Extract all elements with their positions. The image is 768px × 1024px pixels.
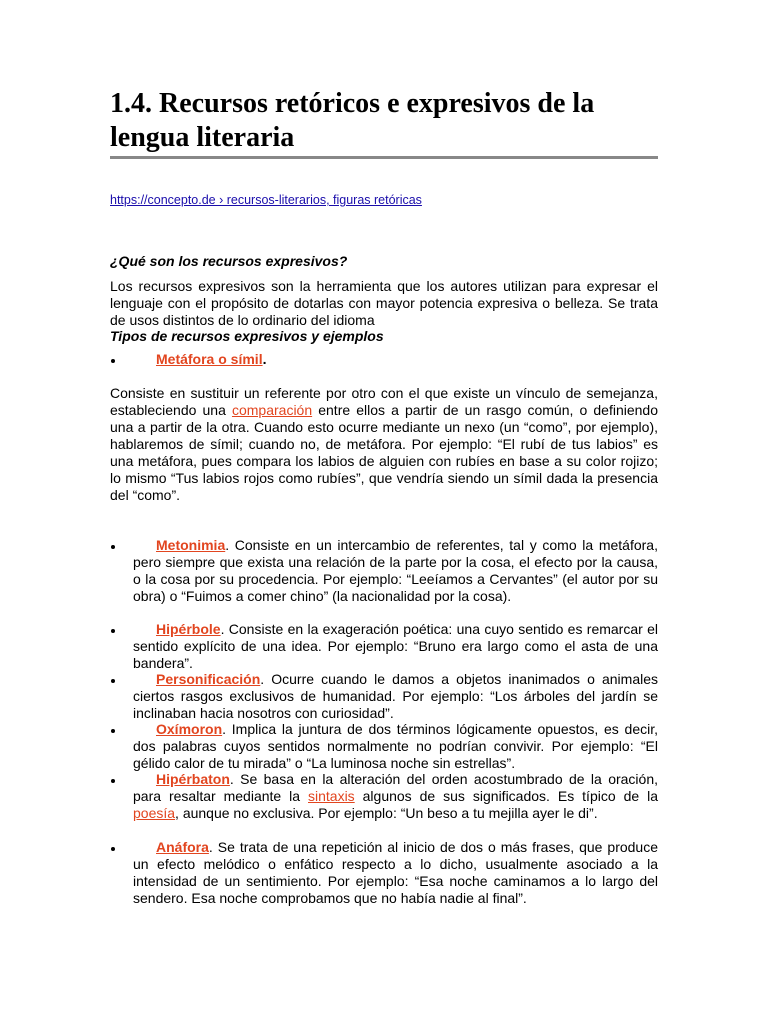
- term-hiperbole[interactable]: Hipérbole: [156, 621, 221, 637]
- link-sintaxis[interactable]: sintaxis: [308, 788, 355, 804]
- bullet-icon: [111, 847, 115, 851]
- term-hiperbaton[interactable]: Hipérbaton: [156, 771, 230, 787]
- term-personificacion[interactable]: Personificación: [156, 671, 261, 687]
- types-heading: Tipos de recursos expresivos y ejemplos: [110, 328, 384, 344]
- question-heading: ¿Qué son los recursos expresivos?: [110, 253, 348, 269]
- bullet-icon: [111, 359, 115, 363]
- link-poesia[interactable]: poesía: [133, 805, 176, 821]
- bullet-icon: [111, 729, 115, 733]
- bullet-icon: [111, 629, 115, 633]
- metafora-paragraph: Consiste en sustituir un referente por otro con el que existe un vínculo de semejanza, estableciendo una comparación entre ellos a partir de un rasgo común, o definiendo una a partir de la otra. Cuando esto ocurre mediante un nexo (un “como”, por ejemplo), hablaremos de símil; cuando no, de metáfora. Por ejemplo: “El rubí de tus labios” es una metáfora, pues compara los labios de alguien con rubíes en base a su color rojizo; lo mismo “Tus labios rojos como rubíes”, que vendría siendo un símil dada la presencia del “como”.: [110, 385, 658, 503]
- term-metonimia[interactable]: Metonimia: [156, 537, 226, 553]
- title-divider: [110, 156, 658, 159]
- link-comparacion[interactable]: comparación: [231, 402, 313, 418]
- source-link[interactable]: https://concepto.de › recursos-literarios, figuras retóricas: [110, 193, 422, 207]
- intro-paragraph: Los recursos expresivos son la herramienta que los autores utilizan para expresar el lenguaje con el propósito de dotarlas con mayor potencia expresiva o belleza. Se trata de usos distintos de lo ordinario del idioma: [110, 278, 658, 328]
- bullet-icon: [111, 545, 115, 549]
- term-metafora[interactable]: Metáfora o símil: [156, 351, 263, 367]
- page-title: 1.4. Recursos retóricos e expresivos de la lengua literaria: [110, 88, 595, 153]
- bullet-icon: [111, 779, 115, 783]
- bullet-icon: [111, 679, 115, 683]
- term-anafora[interactable]: Anáfora: [156, 839, 209, 855]
- term-oximoron[interactable]: Oxímoron: [156, 721, 223, 737]
